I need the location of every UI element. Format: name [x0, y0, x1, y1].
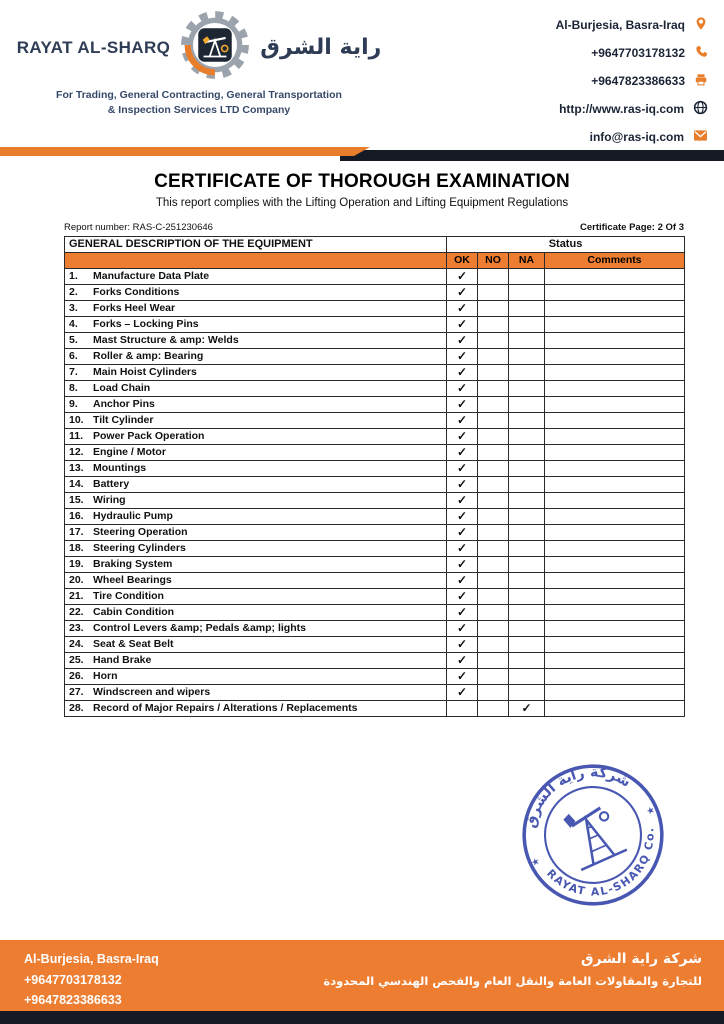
equipment-table-body: [65, 269, 685, 717]
status-na-cell: [509, 349, 545, 365]
status-na-cell: [509, 525, 545, 541]
divider-orange-bar: [0, 147, 370, 156]
comments-cell: [545, 541, 685, 557]
status-ok-cell: ✓: [447, 317, 478, 333]
report-number: Report number: RAS-C-251230646: [64, 222, 213, 233]
status-no-cell: [478, 509, 509, 525]
table-row: [65, 685, 685, 701]
status-na-cell: [509, 445, 545, 461]
comments-cell: [545, 605, 685, 621]
item-description-cell: 22. Cabin Condition: [65, 605, 447, 621]
status-ok-cell: ✓: [447, 685, 478, 701]
status-ok-cell: ✓: [447, 621, 478, 637]
status-ok-cell: ✓: [447, 349, 478, 365]
company-logo-gear-icon: [178, 8, 252, 87]
status-no-cell: [478, 525, 509, 541]
item-description-cell: 9. Anchor Pins: [65, 397, 447, 413]
comments-cell: [545, 429, 685, 445]
contact-phone-1: +9647703178132: [556, 44, 708, 62]
stamp-star-right: ★: [644, 804, 657, 817]
status-na-cell: [509, 541, 545, 557]
status-ok-cell: ✓: [447, 493, 478, 509]
comments-cell: [545, 621, 685, 637]
table-row: [65, 605, 685, 621]
table-row: [65, 493, 685, 509]
comments-cell: [545, 573, 685, 589]
status-ok-cell: ✓: [447, 669, 478, 685]
status-na-cell: [509, 493, 545, 509]
status-ok-cell: ✓: [447, 525, 478, 541]
item-description-cell: 3. Forks Heel Wear: [65, 301, 447, 317]
status-na-cell: [509, 669, 545, 685]
status-no-cell: [478, 637, 509, 653]
comments-cell: [545, 285, 685, 301]
status-no-cell: [478, 493, 509, 509]
status-ok-cell: ✓: [447, 557, 478, 573]
status-no-cell: [478, 477, 509, 493]
status-ok-cell: ✓: [447, 397, 478, 413]
table-row: [65, 669, 685, 685]
stamp-star-left: ★: [529, 855, 542, 869]
status-no-cell: [478, 669, 509, 685]
stamp-arabic-text: شركة راية الشرق: [522, 764, 634, 830]
comments-cell: [545, 381, 685, 397]
status-ok-cell: ✓: [447, 445, 478, 461]
status-na-cell: [509, 477, 545, 493]
comments-cell: [545, 653, 685, 669]
item-description-cell: 7. Main Hoist Cylinders: [65, 365, 447, 381]
table-row: [65, 429, 685, 445]
status-ok-cell: ✓: [447, 461, 478, 477]
status-ok-cell: ✓: [447, 365, 478, 381]
status-no-cell: [478, 605, 509, 621]
item-description-cell: 13. Mountings: [65, 461, 447, 477]
item-description-cell: 23. Control Levers &amp; Pedals &amp; lights: [65, 621, 447, 637]
comments-cell: [545, 349, 685, 365]
table-row: [65, 333, 685, 349]
column-header-comments: Comments: [545, 253, 685, 269]
comments-cell: [545, 317, 685, 333]
footer-phone-1: +9647703178132: [24, 972, 122, 987]
item-description-cell: 24. Seat & Seat Belt: [65, 637, 447, 653]
comments-cell: [545, 397, 685, 413]
status-no-cell: [478, 365, 509, 381]
item-description-cell: 16. Hydraulic Pump: [65, 509, 447, 525]
table-header-row-2: [65, 253, 685, 269]
status-no-cell: [478, 621, 509, 637]
item-description-cell: 27. Windscreen and wipers: [65, 685, 447, 701]
table-row: [65, 509, 685, 525]
status-na-cell: [509, 365, 545, 381]
comments-cell: [545, 701, 685, 717]
status-na-cell: [509, 429, 545, 445]
footer-arabic-block: [323, 951, 702, 988]
item-description-cell: 18. Steering Cylinders: [65, 541, 447, 557]
status-ok-cell: ✓: [447, 381, 478, 397]
status-no-cell: [478, 269, 509, 285]
status-no-cell: [478, 333, 509, 349]
comments-cell: [545, 269, 685, 285]
table-row: [65, 589, 685, 605]
divider-navy-bar: [340, 150, 724, 161]
globe-icon: [693, 100, 708, 118]
table-row: [65, 413, 685, 429]
table-row: [65, 557, 685, 573]
table-row: [65, 285, 685, 301]
status-na-cell: [509, 285, 545, 301]
status-no-cell: [478, 589, 509, 605]
status-ok-cell: ✓: [447, 573, 478, 589]
status-ok-cell: ✓: [447, 589, 478, 605]
envelope-icon: [693, 129, 708, 145]
item-description-cell: 5. Mast Structure & amp: Welds: [65, 333, 447, 349]
item-description-cell: 20. Wheel Bearings: [65, 573, 447, 589]
table-row: [65, 317, 685, 333]
comments-cell: [545, 301, 685, 317]
comments-cell: [545, 509, 685, 525]
status-ok-cell: ✓: [447, 413, 478, 429]
status-no-cell: [478, 685, 509, 701]
status-ok-cell: ✓: [447, 477, 478, 493]
status-column-group-header: Status: [447, 237, 685, 253]
item-description-cell: 1. Manufacture Data Plate: [65, 269, 447, 285]
comments-cell: [545, 589, 685, 605]
status-no-cell: [478, 573, 509, 589]
status-na-cell: [509, 557, 545, 573]
comments-cell: [545, 413, 685, 429]
item-description-cell: 2. Forks Conditions: [65, 285, 447, 301]
stamp-pumpjack-icon: [558, 798, 627, 870]
status-na-cell: [509, 381, 545, 397]
contact-phone-2: +9647823386633: [556, 72, 708, 90]
status-na-cell: [509, 589, 545, 605]
status-ok-cell: ✓: [447, 269, 478, 285]
status-no-cell: [478, 445, 509, 461]
status-no-cell: [478, 701, 509, 717]
status-no-cell: [478, 461, 509, 477]
company-name-english: RAYAT AL-SHARQ: [16, 37, 171, 57]
table-row: [65, 573, 685, 589]
status-no-cell: [478, 413, 509, 429]
footer-contact-block: [24, 949, 159, 1011]
status-na-cell: [509, 413, 545, 429]
status-no-cell: [478, 557, 509, 573]
status-no-cell: [478, 285, 509, 301]
item-description-cell: 21. Tire Condition: [65, 589, 447, 605]
table-row: [65, 477, 685, 493]
status-na-cell: [509, 333, 545, 349]
status-ok-cell: ✓: [447, 429, 478, 445]
status-na-cell: [509, 269, 545, 285]
status-na-cell: [509, 605, 545, 621]
status-ok-cell: ✓: [447, 509, 478, 525]
table-row: [65, 461, 685, 477]
comments-cell: [545, 493, 685, 509]
status-ok-cell: ✓: [447, 541, 478, 557]
contact-email[interactable]: info@ras-iq.com: [556, 128, 708, 146]
status-na-cell: [509, 397, 545, 413]
table-row: [65, 269, 685, 285]
status-na-cell: [509, 685, 545, 701]
item-description-cell: 11. Power Pack Operation: [65, 429, 447, 445]
comments-cell: [545, 669, 685, 685]
status-no-cell: [478, 541, 509, 557]
equipment-inspection-table: [64, 236, 685, 717]
table-row: [65, 397, 685, 413]
table-row: [65, 637, 685, 653]
status-na-cell: [509, 461, 545, 477]
item-description-cell: 12. Engine / Motor: [65, 445, 447, 461]
footer-navy-bar: [0, 1011, 724, 1024]
column-header-no: NO: [478, 253, 509, 269]
item-description-cell: 28. Record of Major Repairs / Alterations / Replacements: [65, 701, 447, 717]
report-info-row: [64, 222, 684, 233]
company-stamp: [497, 739, 690, 932]
table-row: [65, 621, 685, 637]
status-na-cell: [509, 301, 545, 317]
item-description-cell: 26. Horn: [65, 669, 447, 685]
header-divider: [0, 147, 724, 163]
company-tagline: For Trading, General Contracting, General Transportation & Inspection Services LTD Company: [56, 89, 342, 116]
footer-orange-band: [0, 940, 724, 1011]
status-na-cell: [509, 573, 545, 589]
item-description-cell: 15. Wiring: [65, 493, 447, 509]
page-header: [0, 0, 724, 163]
footer-company-description-arabic: للتجارة والمقاولات العامة والنقل العام والفحص الهندسي المحدودة: [323, 974, 702, 988]
status-na-cell: [509, 653, 545, 669]
status-na-cell: ✓: [509, 701, 545, 717]
status-no-cell: [478, 653, 509, 669]
certificate-page-number: Certificate Page: 2 Of 3: [579, 222, 684, 233]
certificate-subtitle: This report complies with the Lifting Operation and Lifting Equipment Regulations: [155, 197, 569, 209]
comments-cell: [545, 477, 685, 493]
status-ok-cell: ✓: [447, 285, 478, 301]
header-contacts: [556, 16, 708, 156]
item-description-cell: 17. Steering Operation: [65, 525, 447, 541]
status-ok-cell: [447, 701, 478, 717]
item-description-cell: 25. Hand Brake: [65, 653, 447, 669]
comments-cell: [545, 637, 685, 653]
table-row: [65, 653, 685, 669]
company-logo-area: [16, 8, 382, 117]
status-na-cell: [509, 621, 545, 637]
phone-icon: [694, 45, 708, 62]
location-pin-icon: [694, 16, 708, 34]
status-na-cell: [509, 509, 545, 525]
item-description-cell: 10. Tilt Cylinder: [65, 413, 447, 429]
comments-cell: [545, 333, 685, 349]
description-header-spacer: [65, 253, 447, 269]
status-na-cell: [509, 317, 545, 333]
description-column-header: GENERAL DESCRIPTION OF THE EQUIPMENT: [65, 237, 447, 253]
table-row: [65, 381, 685, 397]
status-ok-cell: ✓: [447, 653, 478, 669]
status-no-cell: [478, 397, 509, 413]
certificate-title: CERTIFICATE OF THOROUGH EXAMINATION: [154, 171, 570, 192]
status-no-cell: [478, 301, 509, 317]
company-name-arabic: راية الشرق: [260, 35, 382, 60]
table-row: [65, 365, 685, 381]
table-row: [65, 701, 685, 717]
footer-address: Al-Burjesia, Basra-Iraq: [24, 952, 159, 966]
fax-icon: [694, 73, 708, 90]
status-ok-cell: ✓: [447, 301, 478, 317]
status-ok-cell: ✓: [447, 605, 478, 621]
item-description-cell: 8. Load Chain: [65, 381, 447, 397]
status-no-cell: [478, 349, 509, 365]
column-header-na: NA: [509, 253, 545, 269]
table-row: [65, 301, 685, 317]
footer-phone-2: +9647823386633: [24, 993, 122, 1008]
comments-cell: [545, 525, 685, 541]
item-description-cell: 4. Forks – Locking Pins: [65, 317, 447, 333]
contact-website[interactable]: http://www.ras-iq.com: [556, 100, 708, 118]
stamp-english-text: RAYAT AL-SHARQ Co.: [544, 825, 657, 899]
table-row: [65, 525, 685, 541]
footer-company-name-arabic: شركة راية الشرق: [581, 951, 702, 967]
comments-cell: [545, 461, 685, 477]
comments-cell: [545, 365, 685, 381]
status-ok-cell: ✓: [447, 333, 478, 349]
page-footer: [0, 940, 724, 1024]
table-row: [65, 349, 685, 365]
item-description-cell: 19. Braking System: [65, 557, 447, 573]
status-na-cell: [509, 637, 545, 653]
table-row: [65, 541, 685, 557]
comments-cell: [545, 557, 685, 573]
item-description-cell: 6. Roller & amp: Bearing: [65, 349, 447, 365]
status-no-cell: [478, 381, 509, 397]
item-description-cell: 14. Battery: [65, 477, 447, 493]
contact-address: Al-Burjesia, Basra-Iraq: [556, 16, 708, 34]
table-header-row-1: [65, 237, 685, 253]
status-no-cell: [478, 317, 509, 333]
comments-cell: [545, 685, 685, 701]
comments-cell: [545, 445, 685, 461]
status-no-cell: [478, 429, 509, 445]
table-row: [65, 445, 685, 461]
status-ok-cell: ✓: [447, 637, 478, 653]
column-header-ok: OK: [447, 253, 478, 269]
